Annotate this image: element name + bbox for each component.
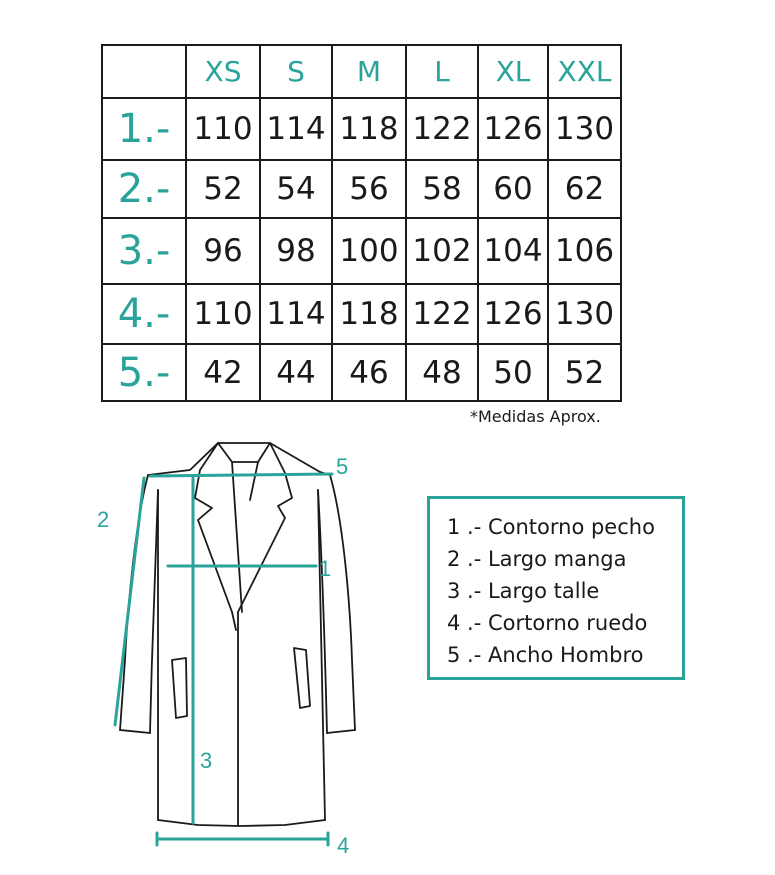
measure-line-sleeve	[115, 478, 144, 725]
measure-label-5: 5	[336, 454, 349, 479]
table-cell: 50	[478, 344, 548, 401]
table-cell: 48	[406, 344, 478, 401]
approx-measures-note: *Medidas Aprox.	[470, 407, 601, 426]
row-label: 1.-	[102, 98, 186, 160]
row-label: 5.-	[102, 344, 186, 401]
table-cell: 118	[332, 284, 406, 344]
legend-item: 2 .- Largo manga	[447, 547, 627, 571]
corner-cell	[102, 45, 186, 98]
table-row	[102, 218, 621, 284]
size-table	[101, 44, 622, 402]
table-cell: 130	[548, 284, 621, 344]
size-header: XS	[186, 45, 260, 98]
legend-item: 4 .- Cortorno ruedo	[447, 611, 648, 635]
table-cell: 122	[406, 98, 478, 160]
row-label: 2.-	[102, 160, 186, 218]
table-cell: 42	[186, 344, 260, 401]
size-header: XL	[478, 45, 548, 98]
table-cell: 52	[186, 160, 260, 218]
size-header: L	[406, 45, 478, 98]
table-cell: 106	[548, 218, 621, 284]
size-header: S	[260, 45, 332, 98]
table-cell: 126	[478, 284, 548, 344]
measure-lines	[115, 474, 332, 845]
legend-item: 3 .- Largo talle	[447, 579, 600, 603]
table-cell: 102	[406, 218, 478, 284]
legend-item: 1 .- Contorno pecho	[447, 515, 655, 539]
table-cell: 46	[332, 344, 406, 401]
table-row	[102, 160, 621, 218]
table-cell: 118	[332, 98, 406, 160]
table-cell: 110	[186, 98, 260, 160]
size-header: M	[332, 45, 406, 98]
table-cell: 52	[548, 344, 621, 401]
measure-line-shoulder	[150, 474, 332, 476]
table-cell: 126	[478, 98, 548, 160]
table-cell: 60	[478, 160, 548, 218]
measure-label-4: 4	[337, 833, 350, 858]
measure-label-2: 2	[97, 507, 110, 532]
size-header: XXL	[548, 45, 621, 98]
table-cell: 104	[478, 218, 548, 284]
table-row	[102, 98, 621, 160]
table-cell: 54	[260, 160, 332, 218]
table-cell: 114	[260, 284, 332, 344]
table-cell: 98	[260, 218, 332, 284]
table-cell: 114	[260, 98, 332, 160]
measurement-legend	[427, 496, 685, 680]
row-label: 3.-	[102, 218, 186, 284]
table-cell: 44	[260, 344, 332, 401]
table-cell: 100	[332, 218, 406, 284]
table-cell: 56	[332, 160, 406, 218]
table-cell: 96	[186, 218, 260, 284]
coat-outline	[120, 443, 355, 826]
table-cell: 58	[406, 160, 478, 218]
table-cell: 130	[548, 98, 621, 160]
table-cell: 122	[406, 284, 478, 344]
header-row	[102, 45, 621, 98]
table-row	[102, 344, 621, 401]
table-cell: 110	[186, 284, 260, 344]
row-label: 4.-	[102, 284, 186, 344]
legend-item: 5 .- Ancho Hombro	[447, 643, 644, 667]
measure-label-3: 3	[200, 748, 213, 773]
measure-label-1: 1	[319, 556, 332, 581]
table-cell: 62	[548, 160, 621, 218]
table-row	[102, 284, 621, 344]
